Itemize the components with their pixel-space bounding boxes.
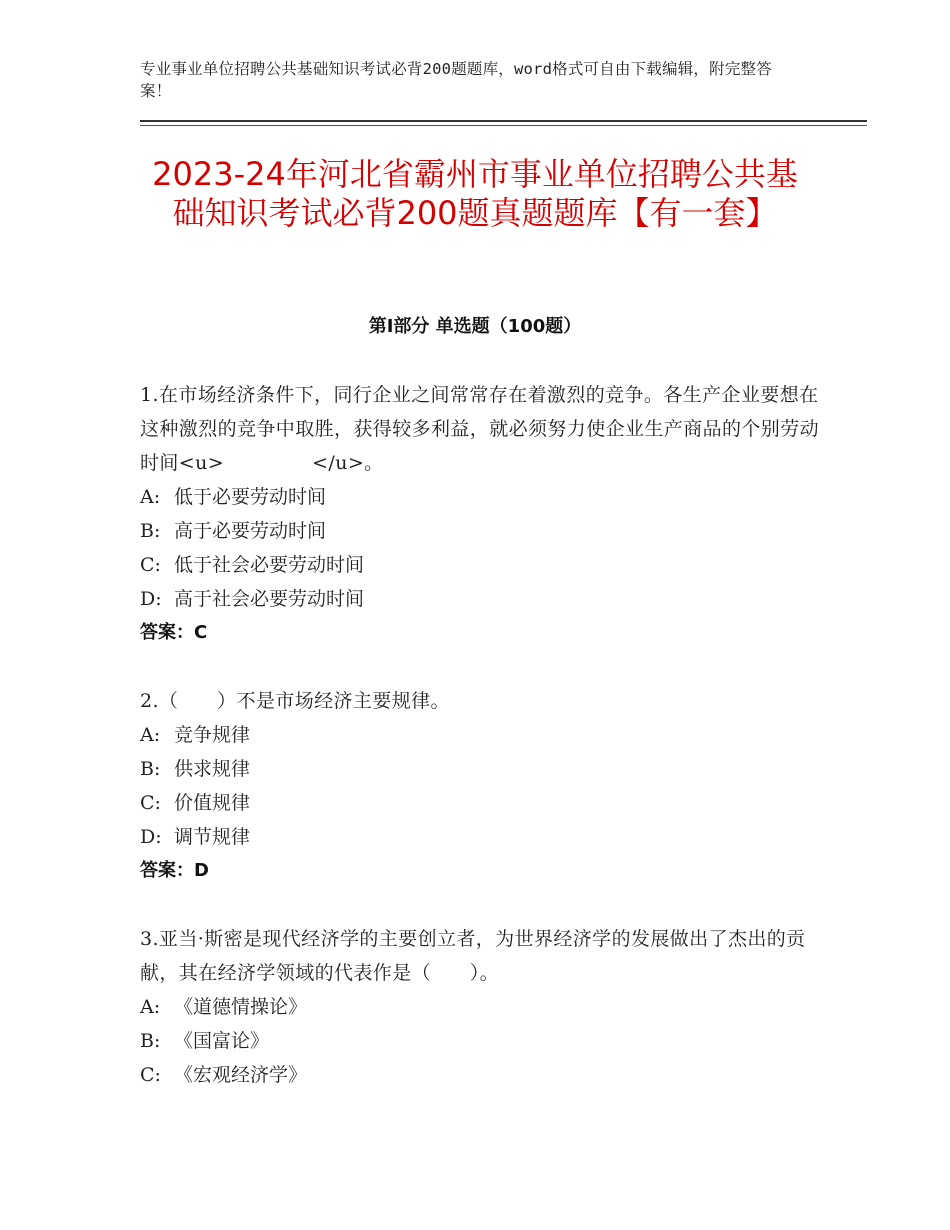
question-1-option-d [140,582,820,616]
header-note: 专业事业单位招聘公共基础知识考试必背200题题库，word格式可自由下载编辑，附完整答案！ [140,60,772,100]
option-text: 价值规律 [174,792,251,814]
answer-label: 答案： [140,860,194,881]
option-letter: C: [140,554,161,576]
question-1-option-b [140,514,820,548]
option-text: 调节规律 [174,826,251,848]
option-letter: B: [140,520,161,542]
question-1-stem-end: </u>。 [312,452,384,474]
question-3-option-b [140,1024,820,1058]
option-text: 高于必要劳动时间 [174,520,327,542]
option-letter: A: [140,486,161,508]
option-text: 低于社会必要劳动时间 [174,554,365,576]
option-letter: A: [140,996,161,1018]
question-3-text: 3.亚当·斯密是现代经济学的主要创立者，为世界经济学的发展做出了杰出的贡献，其在经济学领域的代表作是（ ）。 [140,928,806,984]
question-list [140,378,820,1126]
option-text: 高于社会必要劳动时间 [174,588,365,610]
question-2-option-b [140,752,820,786]
option-letter: A: [140,724,161,746]
option-letter: C: [140,1064,161,1086]
answer-value: C [194,622,208,643]
option-letter: D: [140,826,162,848]
question-3-option-a [140,990,820,1024]
question-2-text: 2.（ ）不是市场经济主要规律。 [140,690,450,712]
question-3-option-c [140,1058,820,1092]
question-1-option-a [140,480,820,514]
option-letter: C: [140,792,161,814]
answer-value: D [194,860,209,881]
question-2 [140,684,820,888]
question-1-option-c [140,548,820,582]
question-2-option-d [140,820,820,854]
option-text: 《国富论》 [174,1030,270,1052]
option-text: 《宏观经济学》 [174,1064,308,1086]
option-text: 供求规律 [174,758,251,780]
question-1-answer [140,616,820,650]
header-rule-thick [140,120,867,122]
option-text: 低于必要劳动时间 [174,486,327,508]
option-text: 竞争规律 [174,724,251,746]
document-title: 2023-24年河北省霸州市事业单位招聘公共基础知识考试必背200题真题题库【有一套】 [152,155,798,232]
question-1 [140,378,820,650]
option-letter: B: [140,758,161,780]
question-2-answer [140,854,820,888]
option-letter: B: [140,1030,161,1052]
header-rule-thin [140,125,867,126]
option-text: 《道德情操论》 [174,996,308,1018]
question-2-option-a [140,718,820,752]
section-title: 第Ⅰ部分 单选题（100题） [368,316,582,337]
question-3 [140,922,820,1092]
question-1-text [140,378,820,480]
answer-label: 答案： [140,622,194,643]
option-letter: D: [140,588,162,610]
question-1-stem: 1.在市场经济条件下，同行企业之间常常存在着激烈的竞争。各生产企业要想在这种激烈的竞争中取胜，获得较多利益，就必须努力使企业生产商品的个别劳动时间<u> [140,384,820,474]
question-2-option-c [140,786,820,820]
